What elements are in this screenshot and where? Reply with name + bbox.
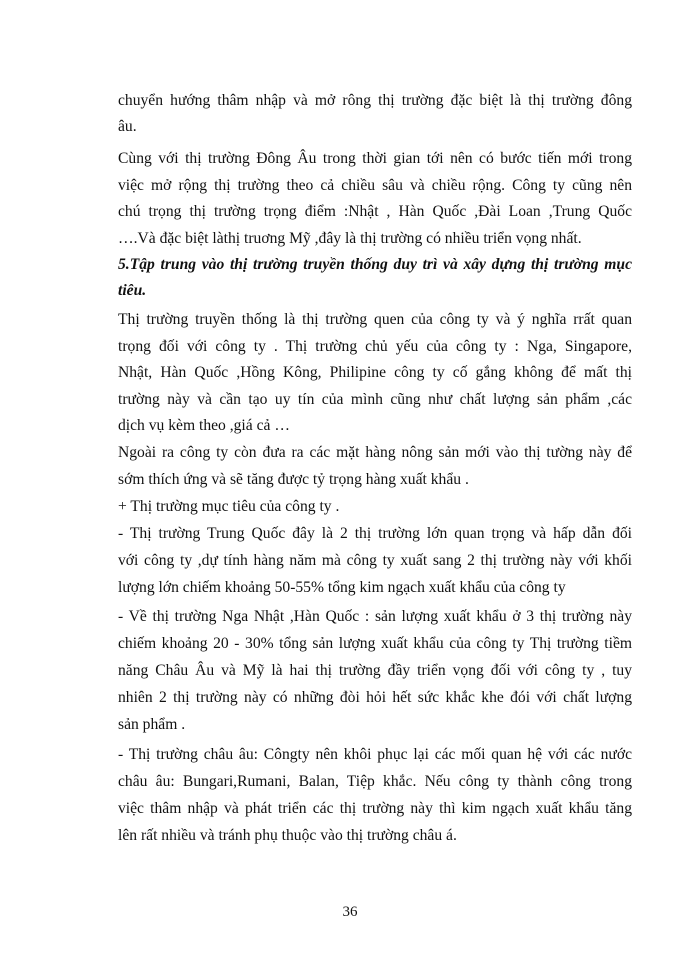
text-line: với công ty ,dự tính hàng năm mà công ty xuất sang 2 thị trường này với khối: [118, 552, 632, 569]
text-line: - Về thị trường Nga Nhật ,Hàn Quốc : sản lượng xuất khẩu ở 3 thị trường này: [118, 608, 632, 625]
text-line: lên rất nhiều và tránh phụ thuộc vào thị trường châu á.: [118, 827, 457, 844]
page-number: 36: [342, 904, 358, 920]
text-line: việc thâm nhập và phát triển các thị trường này thì kim ngạch xuất khẩu tăng: [118, 800, 632, 817]
text-line: lượng lớn chiếm khoảng 50-55% tổng kim ngạch xuất khẩu của công ty: [118, 579, 566, 596]
text-line: trường này và cần tạo uy tín của mình cũng như chất lượng sản phẩm ,các: [118, 391, 632, 408]
text-line: năng Châu Âu và Mỹ là hai thị trường đầy triển vọng đối với công ty , tuy: [118, 662, 632, 679]
text-line: trọng đối với công ty . Thị trường chủ yếu của công ty : Nga, Singapore,: [118, 338, 632, 355]
text-line: chuyển hướng thâm nhập và mở rông thị trường đặc biệt là thị trường đông: [118, 92, 632, 109]
text-line: ….Và đặc biệt làthị truơng Mỹ ,đây là thị trường có nhiều triển vọng nhất.: [118, 230, 582, 247]
text-line: + Thị trường mục tiêu của công ty .: [118, 498, 340, 515]
section-heading-cont: tiêu.: [118, 282, 147, 299]
text-line: Nhật, Hàn Quốc ,Hồng Kông, Philipine công ty cố gắng không để mất thị: [118, 364, 632, 381]
text-line: châu âu: Bungari,Rumani, Balan, Tiệp khắc. Nếu công ty thành công trong: [118, 773, 632, 790]
text-line: sớm thích ứng và sẽ tăng được tỷ trọng hàng xuất khẩu .: [118, 471, 469, 488]
text-line: Cùng với thị trường Đông Âu trong thời gian tới nên có bước tiến mới trong: [118, 150, 632, 167]
text-line: việc mở rộng thị trường theo cả chiều sâu và chiều rộng. Công ty cũng nên: [118, 177, 632, 194]
text-line: nhiên 2 thị trường này có những đòi hỏi hết sức khắc khe đói với chất lượng: [118, 689, 632, 706]
text-line: Thị trường truyền thống là thị trường quen của công ty và ý nghĩa rrất quan: [118, 311, 632, 328]
text-line: chiếm khoảng 20 - 30% tổng sản lượng xuất khẩu của công ty Thị trường tiềm: [118, 635, 632, 652]
text-line: sản phẩm .: [118, 716, 186, 733]
text-line: - Thị trường Trung Quốc đây là 2 thị trường lớn quan trọng và hấp dẫn đối: [118, 525, 632, 542]
text-line: - Thị trường châu âu: Côngty nên khôi phục lại các mối quan hệ với các nước: [118, 746, 632, 763]
text-line: dịch vụ kèm theo ,giá cả …: [118, 417, 290, 434]
section-heading: 5.Tập trung vào thị trường truyền thống duy trì và xây dựng thị trường mục: [118, 256, 632, 273]
text-line: chú trọng thị trường trọng điểm :Nhật , Hàn Quốc ,Đài Loan ,Trung Quốc: [118, 203, 632, 220]
text-line: Ngoài ra công ty còn đưa ra các mặt hàng nông sản mới vào thị tường này để: [118, 444, 632, 461]
text-line: âu.: [118, 118, 137, 135]
